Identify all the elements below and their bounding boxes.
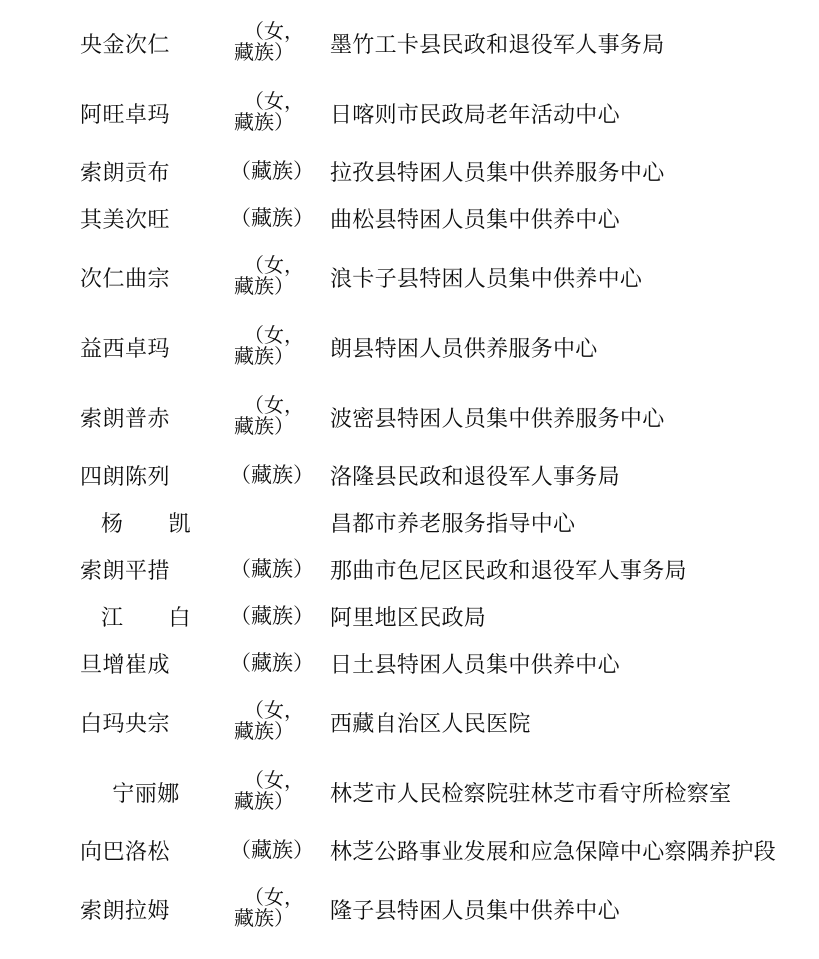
tag-line-1: （女， xyxy=(244,91,304,113)
tag-line-2: 藏族） xyxy=(234,721,294,743)
tag-line-1: （女， xyxy=(244,887,304,909)
tag-line-2: 藏族） xyxy=(234,276,294,298)
person-name: 向巴洛松 xyxy=(80,839,171,864)
organization-name: 波密县特困人员集中供养服务中心 xyxy=(330,405,665,431)
roster-row xyxy=(0,148,819,195)
organization-name: 墨竹工卡县民政和退役军人事务局 xyxy=(330,31,665,57)
roster-row xyxy=(0,8,819,78)
person-attribute-tag: （藏族） xyxy=(230,159,314,184)
person-name: 旦增崔成 xyxy=(80,652,171,677)
roster-row xyxy=(0,78,819,148)
tag-line-1: （女， xyxy=(244,770,304,792)
tag-line-2: 藏族） xyxy=(234,791,294,813)
person-attribute-tag: （藏族） xyxy=(230,604,314,629)
organization-name: 林芝公路事业发展和应急保障中心察隅养护段 xyxy=(330,839,777,864)
person-attribute-tag: （藏族） xyxy=(230,463,314,488)
person-name: 白玛央宗 xyxy=(80,710,171,736)
tag-line-2: 藏族） xyxy=(234,42,294,64)
person-name: 四朗陈列 xyxy=(80,464,171,489)
roster-row xyxy=(0,452,819,499)
roster-row xyxy=(0,640,819,687)
roster-row xyxy=(0,312,819,382)
tag-line-2: 藏族） xyxy=(234,908,294,930)
roster-row xyxy=(0,593,819,640)
person-attribute-tag xyxy=(230,326,330,368)
organization-name: 隆子县特困人员集中供养中心 xyxy=(330,897,620,923)
roster-row xyxy=(0,874,819,944)
person-name: 索朗平措 xyxy=(80,558,171,583)
tag-line-1: （女， xyxy=(244,325,304,347)
roster-row xyxy=(0,546,819,593)
organization-name: 昌都市养老服务指导中心 xyxy=(330,511,576,536)
tag-line-2: 藏族） xyxy=(234,346,294,368)
tag-line-1: （女， xyxy=(244,395,304,417)
person-name: 益西卓玛 xyxy=(80,335,171,361)
tag-line-2: 藏族） xyxy=(234,112,294,134)
organization-name: 日喀则市民政局老年活动中心 xyxy=(330,101,620,127)
person-attribute-tag: （藏族） xyxy=(230,557,314,582)
person-attribute-tag: （藏族） xyxy=(230,838,314,863)
person-name: 阿旺卓玛 xyxy=(80,101,171,127)
organization-name: 日土县特困人员集中供养中心 xyxy=(330,652,620,677)
tag-line-1: （女， xyxy=(244,700,304,722)
person-name: 央金次仁 xyxy=(80,31,171,57)
organization-name: 林芝市人民检察院驻林芝市看守所检察室 xyxy=(330,780,732,806)
person-name: 索朗普赤 xyxy=(80,405,171,431)
tag-line-1: （女， xyxy=(244,255,304,277)
roster-row xyxy=(0,757,819,827)
organization-name: 拉孜县特困人员集中供养服务中心 xyxy=(330,160,665,185)
tag-line-1: （女， xyxy=(244,21,304,43)
person-attribute-tag xyxy=(230,256,330,298)
person-name: 索朗贡布 xyxy=(80,160,171,185)
organization-name: 阿里地区民政局 xyxy=(330,605,487,630)
roster-row xyxy=(0,687,819,757)
organization-name: 浪卡子县特困人员集中供养中心 xyxy=(330,265,643,291)
tag-line-2: 藏族） xyxy=(234,416,294,438)
person-attribute-tag xyxy=(230,22,330,64)
person-name: 杨 凯 xyxy=(100,511,191,536)
roster-row xyxy=(0,499,819,546)
person-attribute-tag xyxy=(230,771,330,813)
organization-name: 洛隆县民政和退役军人事务局 xyxy=(330,464,620,489)
person-attribute-tag xyxy=(230,92,330,134)
person-attribute-tag: （藏族） xyxy=(230,206,314,231)
person-name: 江 白 xyxy=(100,605,191,630)
roster-row xyxy=(0,827,819,874)
roster-row xyxy=(0,242,819,312)
person-name: 其美次旺 xyxy=(80,207,171,232)
organization-name: 西藏自治区人民医院 xyxy=(330,710,531,736)
person-attribute-tag xyxy=(230,396,330,438)
person-name: 次仁曲宗 xyxy=(80,265,171,291)
roster-row xyxy=(0,195,819,242)
person-attribute-tag xyxy=(230,701,330,743)
organization-name: 曲松县特困人员集中供养中心 xyxy=(330,207,620,232)
organization-name: 朗县特困人员供养服务中心 xyxy=(330,335,598,361)
person-name: 宁丽娜 xyxy=(112,780,180,806)
organization-name: 那曲市色尼区民政和退役军人事务局 xyxy=(330,558,687,583)
person-attribute-tag xyxy=(230,888,330,930)
person-attribute-tag: （藏族） xyxy=(230,651,314,676)
roster-row xyxy=(0,382,819,452)
person-name: 索朗拉姆 xyxy=(80,897,171,923)
